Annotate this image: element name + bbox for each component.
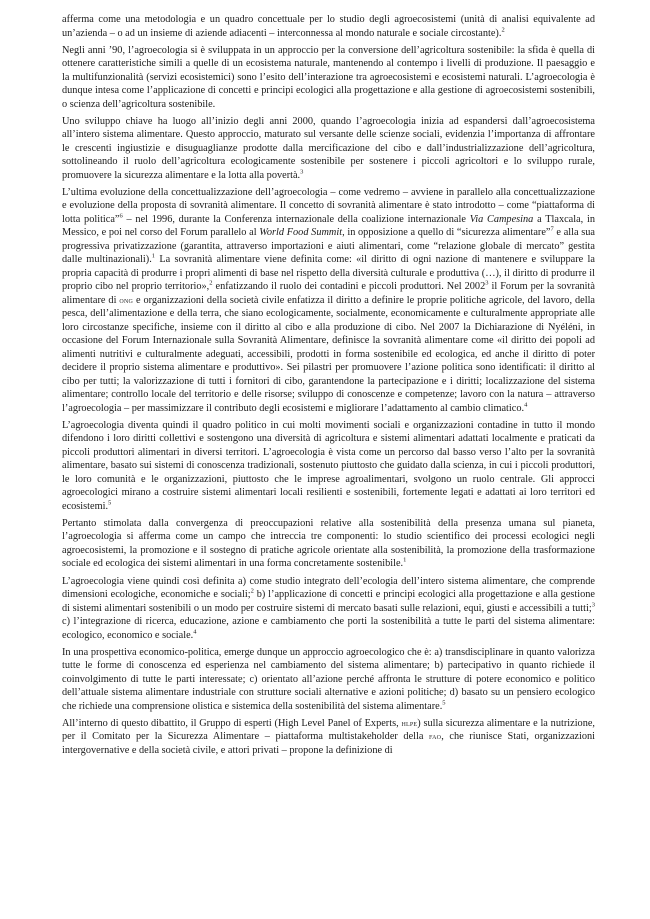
paragraph-anni-90 (62, 44, 595, 112)
footnote-ref: 3 (591, 601, 595, 609)
text-run: il Forum per la sovranità alimentare di (62, 281, 595, 306)
footnote-ref: 1 (403, 557, 407, 565)
text-run: afferma come una metodologia e un quadro concettuale per lo studio degli agroecosistemi (unità di analisi equivalente ad un’azienda – o ad un insieme di aziende adiacenti – interconnessa al mondo naturale e sociale circostante). (62, 14, 595, 39)
footnote-ref: 4 (193, 628, 197, 636)
acronym-text: ong (119, 294, 134, 305)
footnote-ref: 2 (209, 279, 213, 287)
text-run: – nel 1996, durante la Conferenza internazionale della coalizione internazionale (122, 213, 470, 225)
text-run: In una prospettiva economico-politica, emerge dunque un approccio agroecologico che è: a) transdisciplinare in quanto valorizza tutte le forme di conoscenza ed esperienza nel cambiamento del sistema alimentare; b) partecipativo in quanto richiede il coinvolgimento di tutte le parti interessate; c) orientato all’azione perché affronta le strutture di potere economico e politico dell’attuale sistema alimentare industriale con strutture sociali alternative e azioni politiche; d) basato su un pensiero ecologico che richiede una comprensione olistica e sistemica della sostenibilità del sistema alimentare. (62, 646, 595, 712)
footnote-ref: 4 (524, 401, 528, 409)
footnote-ref: 6 (119, 212, 123, 220)
text-run: All’interno di questo dibattito, il Gruppo di esperti (High Level Panel of Experts, (62, 717, 402, 729)
footnote-ref: 5 (108, 499, 112, 507)
text-run: Negli anni ’90, l’agroecologia si è sviluppata in un approccio per la conversione dell’agricoltura sostenibile: la sfida è quella di ottenere caratteristiche simili a quelle di un ecosistema naturale, mantenendo al contempo i livelli di produzione. Il paesaggio e la multifunzionalità (servizi ecosistemici) sono l’esito dell’interazione tra agroecosistemi e ecosistemi naturali. L’agroecologia è dunque intesa come l’applicazione di concetti e principi ecologici alla progettazione e alla gestione di agroecosistemi sostenibili, o scienza dell’agricoltura sostenibile. (62, 44, 595, 110)
italic-text: Via Campesina (469, 213, 534, 225)
text-run: , in opposizione a quello di “sicurezza alimentare” (342, 227, 551, 239)
text-run: ) sulla sicurezza alimentare e la nutrizione, per il Comitato per la Sicurezza Alimentare – piattaforma multistakeholder della (62, 717, 595, 743)
text-run: e alla sua progressiva privatizzazione (garantita, attraverso importazioni e aiuti alimentari, come “relazione globale di mercato” gestita dalle multinazionali). (62, 227, 595, 266)
italic-text: World Food Summit (259, 227, 343, 239)
footnote-ref: 1 (151, 252, 156, 260)
body-text (62, 13, 595, 757)
acronym-text: fao (429, 731, 442, 742)
footnote-ref: 2 (250, 587, 254, 595)
paragraph-prospettiva (62, 646, 595, 714)
text-run: c) l’integrazione di ricerca, educazione, azione e cambiamento che porti la sostenibilità a tutte le parti del sistema alimentare: ecologico, economico e sociale. (62, 616, 595, 641)
text-run: Uno sviluppo chiave ha luogo all’inizio degli anni 2000, quando l’agroecologia inizia ad espandersi dall’agroecosistema all’intero sistema alimentare. Questo approccio, maturato sul versante delle scienze sociali, evidenzia l’importanza di affrontare le crescenti ingiustizie e disuguaglianze prodotte dalla mercificazione del cibo e dall’industrializzazione dell’agricoltura, sottolineando il ruolo dell’agricoltura ecologicamente sostenibile per sostenere i piccoli agricoltori e lo sviluppo rurale, promuovere la sicurezza alimentare e la lotta alla povertà. (62, 115, 595, 181)
paragraph-hlpe (62, 717, 595, 758)
text-run: b) l’applicazione di concetti e principi ecologici alla progettazione e alla gestione di sistemi alimentari sostenibili o un modo per costruire sistemi di mercato basati sulle relazioni, equi, giusti e accessibili a tutti; (62, 589, 595, 614)
text-run: , che riunisce Stati, organizzazioni intergovernative e della società civile, e attori privati – propone la definizione di (62, 731, 595, 756)
paragraph-opening (62, 13, 595, 40)
paragraph-quadro-politico (62, 419, 595, 514)
text-run: enfatizzando il ruolo dei contadini e piccoli produttori. Nel 2002 (212, 281, 486, 293)
text-run: L’agroecologia diventa quindi il quadro politico in cui molti movimenti sociali e organizzazioni contadine in tutto il mondo difendono i loro diritti collettivi e sostengono una diversità di agricoltura e sistemi alimentari adattati localmente e praticati da piccoli produttori alimentari in diversi territori. L’agroecologia è vista come un percorso dal basso verso l’alto per la sovranità alimentare, basato sui sistemi di conoscenza tradizionali, sostenuto piuttosto che guidato dalla scienza, in cui i piccoli produttori, le loro comunità e le organizzazioni, piuttosto che le imprese agroalimentari, svolgono un ruolo centrale. Gli approcci agroecologici mirano a costruire sistemi alimentari locali resilienti e sostenibili, fortemente legati e adattati ai loro territori ed ecosistemi. (62, 419, 595, 512)
text-run: a Tlaxcala, in Messico, e poi nel corso del Forum parallelo al (62, 213, 596, 239)
acronym-text: hlpe (401, 717, 418, 728)
paragraph-sovranita (62, 186, 595, 416)
text-run: Pertanto stimolata dalla convergenza di preoccupazioni relative alla sostenibilità della presenza umana sul pianeta, l’agroecologia si afferma come un campo che intreccia tre componenti: lo studio scientifico dei processi ecologici negli agroecosistemi, la promozione e il sostegno di pratiche agricole orientate alla sostenibilità, la promozione della trasformazione sociale ed ecologica dei sistemi alimentari in una forma concretamente sostenibile. (62, 517, 595, 570)
text-run: La sovranità alimentare viene definita come: «il diritto di ogni nazione di mantenere e sviluppare la propria capacità di produrre i propri alimenti di base nel rispetto della diversità culturale e produttiva (…), il diritto di produrre il proprio cibo nel proprio territorio», (62, 254, 595, 293)
text-run: L’agroecologia viene quindi così definita a) come studio integrato dell’ecologia dell’intero sistema alimentare, che comprende dimensioni ecologiche, economiche e sociali; (62, 575, 595, 601)
footnote-ref: 7 (550, 225, 554, 233)
paragraph-definizione (62, 575, 595, 643)
paragraph-convergenza (62, 517, 595, 571)
footnote-ref: 3 (300, 168, 304, 176)
footnote-ref: 3 (485, 279, 489, 287)
text-run: L’ultima evoluzione della concettualizzazione dell’agroecologia – come vedremo – avviene in parallelo alla concettualizzazione e evoluzione della proposta di sovranità alimentare. Il concetto di sovranità alimentare è stato introdotto – come “piattaforma di lotta politica” (62, 186, 595, 225)
text-run: e organizzazioni della società civile enfatizza il diritto a definire le proprie politiche agricole, del lavoro, della pesca, dell’alimentazione e della terra, che siano ecologicamente, socialmente, economicamente e culturalmente appropriate alle loro circostanze specifiche, insieme con il diritto al cibo e alla produzione di cibo. Nel 2007 la Dichiarazione di Nyéléni, in occasione del Forum Internazionale sulla Sovranità Alimentare, definisce la sovranità alimentare come «il diritto dei popoli ad alimenti nutritivi e culturalmente adeguati, accessibili, prodotti in forma sostenibile ed ecologica, ed anche il diritto di poter decidere il proprio sistema alimentare e produttivo». Sei pilastri per promuovere l’azione politica sono identificati: il diritto al cibo per tutti; la valorizzazione di tutti i fornitori di cibo, garantendone la partecipazione e i diritti; localizzazione del sistema alimentare; controllo locale del territorio e delle risorse; sviluppo di conoscenze e competenze; lavoro con la natura – attraverso l’agroecologia – per massimizzare il contributo degli ecosistemi e migliorare l’adattamento al cambio climatico. (62, 294, 595, 414)
paragraph-anni-2000 (62, 115, 595, 183)
footnote-ref: 5 (442, 699, 446, 707)
footnote-ref: 2 (501, 26, 505, 34)
